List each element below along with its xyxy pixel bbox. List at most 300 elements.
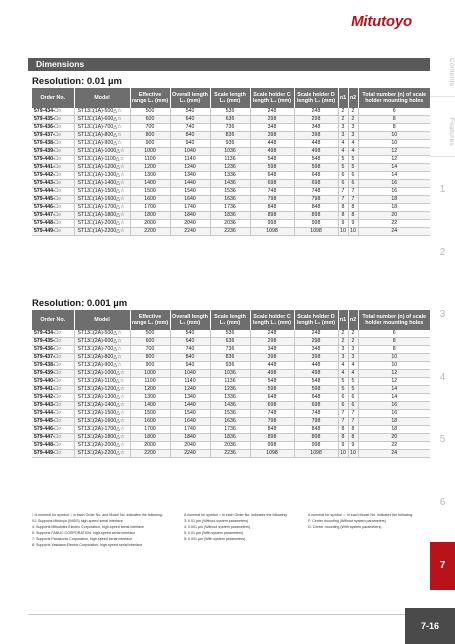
cell-holder-d-length: 998	[294, 442, 338, 450]
sidebar-divider	[430, 156, 455, 157]
column-header: n1	[338, 310, 348, 330]
cell-scale-length: 2036	[210, 220, 250, 228]
sidebar-tab-contents[interactable]: Contents	[448, 57, 455, 87]
cell-n2: 2	[348, 108, 358, 116]
cell-overall-length: 1740	[170, 204, 210, 212]
cell-scale-length: 1036	[210, 148, 250, 156]
cell-n1: 2	[338, 330, 348, 338]
cell-scale-length: 1836	[210, 212, 250, 220]
cell-n1: 7	[338, 418, 348, 426]
cell-order-no: 579-436-□○	[32, 124, 74, 132]
sidebar-tab-7-active[interactable]: 7	[430, 542, 455, 590]
cell-model: ST13□(1A)-2200△☆	[74, 228, 130, 236]
cell-effective-range: 600	[130, 338, 170, 346]
table-row	[32, 354, 430, 362]
cell-effective-range: 1800	[130, 434, 170, 442]
cell-holder-c-length: 748	[250, 188, 294, 196]
cell-order-no: 579-443-□○	[32, 402, 74, 410]
cell-effective-range: 1700	[130, 204, 170, 212]
footnote-line: 4: Supports Mitsubishi Electric Corporation, high-speed serial interface	[32, 525, 145, 529]
sidebar-tab-features[interactable]: Features	[448, 117, 455, 147]
cell-n1: 8	[338, 204, 348, 212]
cell-holder-d-length: 698	[294, 180, 338, 188]
cell-n1: 7	[338, 410, 348, 418]
cell-model: ST13□(2A)-1700△☆	[74, 426, 130, 434]
cell-effective-range: 1000	[130, 148, 170, 156]
cell-scale-length: 2236	[210, 228, 250, 236]
cell-holder-c-length: 498	[250, 148, 294, 156]
cell-total-holes: 18	[358, 196, 430, 204]
cell-holder-d-length: 848	[294, 204, 338, 212]
cell-total-holes: 8	[358, 338, 430, 346]
cell-model: ST13□(1A)-1700△☆	[74, 204, 130, 212]
cell-n1: 8	[338, 434, 348, 442]
cell-model: ST13□(2A)-1000△☆	[74, 370, 130, 378]
cell-n1: 4	[338, 140, 348, 148]
cell-overall-length: 1740	[170, 426, 210, 434]
footer-divider	[28, 614, 405, 615]
cell-n1: 5	[338, 386, 348, 394]
cell-holder-d-length: 348	[294, 346, 338, 354]
table-row	[32, 212, 430, 220]
footnote-column	[32, 512, 163, 548]
cell-scale-length: 1236	[210, 164, 250, 172]
cell-holder-d-length: 1098	[294, 228, 338, 236]
cell-n2: 6	[348, 180, 358, 188]
cell-overall-length: 840	[170, 354, 210, 362]
cell-order-no: 579-448-□○	[32, 220, 74, 228]
cell-total-holes: 22	[358, 220, 430, 228]
cell-effective-range: 1400	[130, 180, 170, 188]
table-row	[32, 148, 430, 156]
cell-scale-length: 2236	[210, 450, 250, 458]
column-header: Effective range L₁ (mm)	[130, 310, 170, 330]
table-row	[32, 124, 430, 132]
footnote-line: F: Center mounting (Without system parameters)	[308, 519, 386, 523]
table-row	[32, 338, 430, 346]
cell-scale-length: 1336	[210, 172, 250, 180]
cell-order-no: 579-442-□○	[32, 172, 74, 180]
cell-total-holes: 12	[358, 378, 430, 386]
sidebar-tab-1[interactable]: 1	[439, 184, 446, 195]
column-header: Overall length L₂ (mm)	[170, 310, 210, 330]
footnote-line: A numeral for symbol ○ in each Order No. indicates the following:	[184, 513, 288, 517]
section-title: Dimensions	[36, 59, 85, 69]
cell-effective-range: 900	[130, 362, 170, 370]
cell-n1: 8	[338, 426, 348, 434]
cell-model: ST13□(1A)-700△☆	[74, 124, 130, 132]
cell-n2: 6	[348, 402, 358, 410]
cell-holder-d-length: 748	[294, 188, 338, 196]
table-row	[32, 164, 430, 172]
cell-n2: 3	[348, 354, 358, 362]
cell-effective-range: 600	[130, 116, 170, 124]
cell-total-holes: 8	[358, 116, 430, 124]
table-row	[32, 132, 430, 140]
cell-n1: 2	[338, 116, 348, 124]
cell-total-holes: 16	[358, 410, 430, 418]
cell-n1: 6	[338, 180, 348, 188]
cell-effective-range: 1400	[130, 402, 170, 410]
cell-model: ST13□(2A)-2000△☆	[74, 442, 130, 450]
cell-model: ST13□(2A)-900△☆	[74, 362, 130, 370]
cell-effective-range: 1700	[130, 426, 170, 434]
cell-n2: 3	[348, 132, 358, 140]
column-header: Scale holder D length L₅ (mm)	[294, 310, 338, 330]
cell-order-no: 579-437-□○	[32, 132, 74, 140]
cell-holder-c-length: 398	[250, 132, 294, 140]
table-body	[32, 108, 430, 236]
sidebar-tab-2[interactable]: 2	[439, 247, 446, 258]
cell-n1: 10	[338, 450, 348, 458]
cell-scale-length: 1536	[210, 410, 250, 418]
cell-model: ST13□(1A)-600△☆	[74, 116, 130, 124]
cell-effective-range: 1500	[130, 188, 170, 196]
cell-holder-d-length: 1098	[294, 450, 338, 458]
cell-scale-length: 1336	[210, 394, 250, 402]
column-header: Order No.	[32, 310, 74, 330]
cell-effective-range: 700	[130, 124, 170, 132]
column-header: Overall length L₂ (mm)	[170, 88, 210, 108]
cell-overall-length: 1840	[170, 212, 210, 220]
cell-overall-length: 940	[170, 362, 210, 370]
table-row	[32, 434, 430, 442]
cell-overall-length: 1440	[170, 402, 210, 410]
column-header: Total number (n) of scale holder mounting holes	[358, 310, 430, 330]
cell-total-holes: 20	[358, 434, 430, 442]
cell-overall-length: 640	[170, 116, 210, 124]
cell-scale-length: 1536	[210, 188, 250, 196]
column-header: Scale holder C length L₄ (mm)	[250, 88, 294, 108]
cell-n2: 3	[348, 346, 358, 354]
cell-holder-c-length: 448	[250, 140, 294, 148]
cell-overall-length: 1240	[170, 164, 210, 172]
cell-total-holes: 18	[358, 204, 430, 212]
cell-holder-c-length: 748	[250, 410, 294, 418]
cell-order-no: 579-436-□○	[32, 346, 74, 354]
cell-scale-length: 1136	[210, 156, 250, 164]
cell-holder-c-length: 798	[250, 196, 294, 204]
page-number: 7-16	[405, 608, 455, 644]
cell-n2: 2	[348, 116, 358, 124]
cell-scale-length: 1036	[210, 370, 250, 378]
cell-n2: 9	[348, 220, 358, 228]
cell-order-no: 579-446-□○	[32, 426, 74, 434]
cell-scale-length: 1636	[210, 196, 250, 204]
cell-scale-length: 936	[210, 140, 250, 148]
cell-n1: 4	[338, 370, 348, 378]
section-banner	[28, 58, 430, 71]
cell-n2: 10	[348, 228, 358, 236]
footnote-column	[308, 512, 413, 530]
cell-scale-length: 636	[210, 116, 250, 124]
cell-effective-range: 700	[130, 346, 170, 354]
cell-order-no: 579-438-□○	[32, 140, 74, 148]
cell-n1: 7	[338, 188, 348, 196]
table-row	[32, 204, 430, 212]
column-header: Scale length L₃ (mm)	[210, 88, 250, 108]
cell-n2: 9	[348, 442, 358, 450]
cell-model: ST13□(1A)-1100△☆	[74, 156, 130, 164]
cell-total-holes: 10	[358, 140, 430, 148]
cell-holder-c-length: 348	[250, 346, 294, 354]
cell-n2: 8	[348, 212, 358, 220]
cell-n1: 5	[338, 164, 348, 172]
cell-effective-range: 800	[130, 132, 170, 140]
cell-n1: 3	[338, 124, 348, 132]
cell-overall-length: 1040	[170, 148, 210, 156]
sidebar-tab-5[interactable]: 5	[439, 434, 446, 445]
column-header: Model	[74, 310, 130, 330]
cell-holder-d-length: 398	[294, 354, 338, 362]
cell-n1: 6	[338, 394, 348, 402]
cell-scale-length: 536	[210, 330, 250, 338]
cell-n2: 10	[348, 450, 358, 458]
cell-overall-length: 1240	[170, 386, 210, 394]
cell-effective-range: 1800	[130, 212, 170, 220]
cell-model: ST13□(1A)-1300△☆	[74, 172, 130, 180]
cell-order-no: 579-445-□○	[32, 196, 74, 204]
cell-holder-d-length: 298	[294, 338, 338, 346]
cell-effective-range: 1500	[130, 410, 170, 418]
cell-order-no: 579-443-□○	[32, 180, 74, 188]
chapter-sidebar	[430, 0, 455, 644]
cell-model: ST13□(1A)-1400△☆	[74, 180, 130, 188]
table-row	[32, 140, 430, 148]
dimensions-table-2	[32, 310, 430, 458]
cell-overall-length: 2240	[170, 450, 210, 458]
cell-order-no: 579-449-□○	[32, 450, 74, 458]
cell-holder-c-length: 298	[250, 338, 294, 346]
cell-order-no: 579-437-□○	[32, 354, 74, 362]
cell-holder-c-length: 1098	[250, 450, 294, 458]
cell-effective-range: 1600	[130, 418, 170, 426]
cell-holder-c-length: 848	[250, 426, 294, 434]
cell-effective-range: 1300	[130, 172, 170, 180]
column-header: Scale length L₃ (mm)	[210, 310, 250, 330]
cell-total-holes: 6	[358, 330, 430, 338]
cell-n2: 5	[348, 378, 358, 386]
cell-model: ST13□(2A)-2200△☆	[74, 450, 130, 458]
cell-n1: 6	[338, 172, 348, 180]
cell-overall-length: 1540	[170, 188, 210, 196]
table-row	[32, 346, 430, 354]
cell-order-no: 579-439-□○	[32, 370, 74, 378]
cell-overall-length: 740	[170, 346, 210, 354]
cell-order-no: 579-446-□○	[32, 204, 74, 212]
table-row	[32, 418, 430, 426]
footnote-line: 4: 0.001 µm (Without system parameters)	[184, 525, 251, 529]
cell-total-holes: 14	[358, 172, 430, 180]
sidebar-divider	[430, 96, 455, 97]
cell-total-holes: 10	[358, 354, 430, 362]
cell-scale-length: 836	[210, 132, 250, 140]
cell-holder-c-length: 998	[250, 442, 294, 450]
cell-holder-d-length: 348	[294, 124, 338, 132]
cell-n2: 7	[348, 410, 358, 418]
footnote-line: 6: 0.001 µm (With system parameters)	[184, 537, 246, 541]
cell-holder-d-length: 448	[294, 362, 338, 370]
cell-holder-d-length: 848	[294, 426, 338, 434]
cell-model: ST13□(1A)-500△☆	[74, 108, 130, 116]
cell-model: ST13□(2A)-600△☆	[74, 338, 130, 346]
cell-model: ST13□(1A)-1500△☆	[74, 188, 130, 196]
cell-scale-length: 1436	[210, 402, 250, 410]
cell-effective-range: 500	[130, 330, 170, 338]
table-row	[32, 220, 430, 228]
cell-model: ST13□(1A)-900△☆	[74, 140, 130, 148]
table-row	[32, 172, 430, 180]
cell-scale-length: 1836	[210, 434, 250, 442]
cell-overall-length: 1840	[170, 434, 210, 442]
column-header: Scale holder C length L₄ (mm)	[250, 310, 294, 330]
cell-scale-length: 536	[210, 108, 250, 116]
cell-model: ST13□(2A)-1500△☆	[74, 410, 130, 418]
cell-scale-length: 1236	[210, 386, 250, 394]
footnote-line: 7: Supports Panasonic Corporation, high-speed serial interface	[32, 537, 133, 541]
cell-effective-range: 1000	[130, 370, 170, 378]
cell-overall-length: 640	[170, 338, 210, 346]
resolution-title-1: Resolution: 0.01 µm	[32, 76, 122, 87]
cell-holder-c-length: 698	[250, 180, 294, 188]
sidebar-tab-6[interactable]: 6	[439, 497, 446, 508]
cell-effective-range: 2000	[130, 220, 170, 228]
cell-order-no: 579-448-□○	[32, 442, 74, 450]
cell-overall-length: 1640	[170, 196, 210, 204]
cell-holder-d-length: 898	[294, 212, 338, 220]
cell-holder-c-length: 998	[250, 220, 294, 228]
cell-holder-c-length: 348	[250, 124, 294, 132]
column-header: n2	[348, 88, 358, 108]
cell-scale-length: 1736	[210, 426, 250, 434]
cell-n1: 4	[338, 148, 348, 156]
cell-total-holes: 14	[358, 386, 430, 394]
cell-overall-length: 1040	[170, 370, 210, 378]
cell-holder-d-length: 448	[294, 140, 338, 148]
cell-holder-c-length: 698	[250, 402, 294, 410]
cell-n2: 6	[348, 394, 358, 402]
cell-n1: 8	[338, 212, 348, 220]
cell-effective-range: 800	[130, 354, 170, 362]
cell-order-no: 579-447-□○	[32, 434, 74, 442]
cell-overall-length: 540	[170, 108, 210, 116]
footnote-line: 01: Supports Mitutoyo (INSIS) high-speed serial interface	[32, 519, 123, 523]
cell-n1: 2	[338, 108, 348, 116]
cell-holder-d-length: 798	[294, 418, 338, 426]
cell-holder-d-length: 248	[294, 108, 338, 116]
cell-holder-d-length: 798	[294, 196, 338, 204]
cell-n2: 7	[348, 196, 358, 204]
cell-scale-length: 836	[210, 354, 250, 362]
cell-model: ST13□(1A)-1600△☆	[74, 196, 130, 204]
cell-n1: 3	[338, 132, 348, 140]
cell-overall-length: 1440	[170, 180, 210, 188]
table-row	[32, 426, 430, 434]
cell-holder-d-length: 998	[294, 220, 338, 228]
cell-scale-length: 736	[210, 124, 250, 132]
column-header: Model	[74, 88, 130, 108]
table-header-row	[32, 310, 430, 330]
cell-holder-c-length: 498	[250, 370, 294, 378]
cell-total-holes: 24	[358, 228, 430, 236]
cell-n1: 7	[338, 196, 348, 204]
cell-holder-d-length: 548	[294, 156, 338, 164]
cell-total-holes: 22	[358, 442, 430, 450]
table-row	[32, 370, 430, 378]
cell-order-no: 579-449-□○	[32, 228, 74, 236]
cell-order-no: 579-444-□○	[32, 410, 74, 418]
cell-overall-length: 1340	[170, 172, 210, 180]
cell-total-holes: 16	[358, 188, 430, 196]
table-row	[32, 402, 430, 410]
table-header-row	[32, 88, 430, 108]
cell-holder-c-length: 248	[250, 330, 294, 338]
cell-holder-d-length: 298	[294, 116, 338, 124]
cell-n2: 5	[348, 164, 358, 172]
cell-holder-c-length: 648	[250, 394, 294, 402]
cell-model: ST13□(1A)-1200△☆	[74, 164, 130, 172]
cell-total-holes: 8	[358, 346, 430, 354]
cell-holder-c-length: 248	[250, 108, 294, 116]
cell-total-holes: 12	[358, 156, 430, 164]
table-row	[32, 442, 430, 450]
cell-holder-d-length: 498	[294, 148, 338, 156]
cell-scale-length: 1636	[210, 418, 250, 426]
cell-n1: 3	[338, 354, 348, 362]
cell-model: ST13□(2A)-500△☆	[74, 330, 130, 338]
cell-model: ST13□(2A)-1400△☆	[74, 402, 130, 410]
cell-holder-c-length: 1098	[250, 228, 294, 236]
cell-order-no: 579-434-□○	[32, 330, 74, 338]
cell-n2: 4	[348, 140, 358, 148]
cell-overall-length: 940	[170, 140, 210, 148]
column-header: Scale holder D length L₅ (mm)	[294, 88, 338, 108]
cell-total-holes: 10	[358, 362, 430, 370]
cell-model: ST13□(1A)-1000△☆	[74, 148, 130, 156]
cell-n2: 8	[348, 426, 358, 434]
sidebar-tab-3[interactable]: 3	[439, 309, 446, 320]
cell-model: ST13□(2A)-1600△☆	[74, 418, 130, 426]
cell-holder-d-length: 648	[294, 394, 338, 402]
column-header: Order No.	[32, 88, 74, 108]
cell-order-no: 579-439-□○	[32, 148, 74, 156]
cell-scale-length: 936	[210, 362, 250, 370]
cell-model: ST13□(2A)-1200△☆	[74, 386, 130, 394]
cell-holder-c-length: 298	[250, 116, 294, 124]
table-row	[32, 228, 430, 236]
cell-effective-range: 1600	[130, 196, 170, 204]
cell-order-no: 579-440-□○	[32, 156, 74, 164]
cell-overall-length: 540	[170, 330, 210, 338]
cell-holder-c-length: 898	[250, 212, 294, 220]
cell-overall-length: 1540	[170, 410, 210, 418]
cell-holder-d-length: 498	[294, 370, 338, 378]
sidebar-tab-4[interactable]: 4	[439, 372, 446, 383]
cell-n1: 2	[338, 338, 348, 346]
cell-holder-d-length: 598	[294, 386, 338, 394]
table-row	[32, 180, 430, 188]
cell-n1: 10	[338, 228, 348, 236]
cell-n2: 7	[348, 418, 358, 426]
cell-order-no: 579-447-□○	[32, 212, 74, 220]
table-body	[32, 330, 430, 458]
cell-overall-length: 1640	[170, 418, 210, 426]
cell-effective-range: 1100	[130, 156, 170, 164]
cell-total-holes: 16	[358, 180, 430, 188]
mitutoyo-logo: Mitutoyo	[351, 13, 412, 30]
cell-holder-c-length: 598	[250, 386, 294, 394]
cell-effective-range: 2200	[130, 228, 170, 236]
